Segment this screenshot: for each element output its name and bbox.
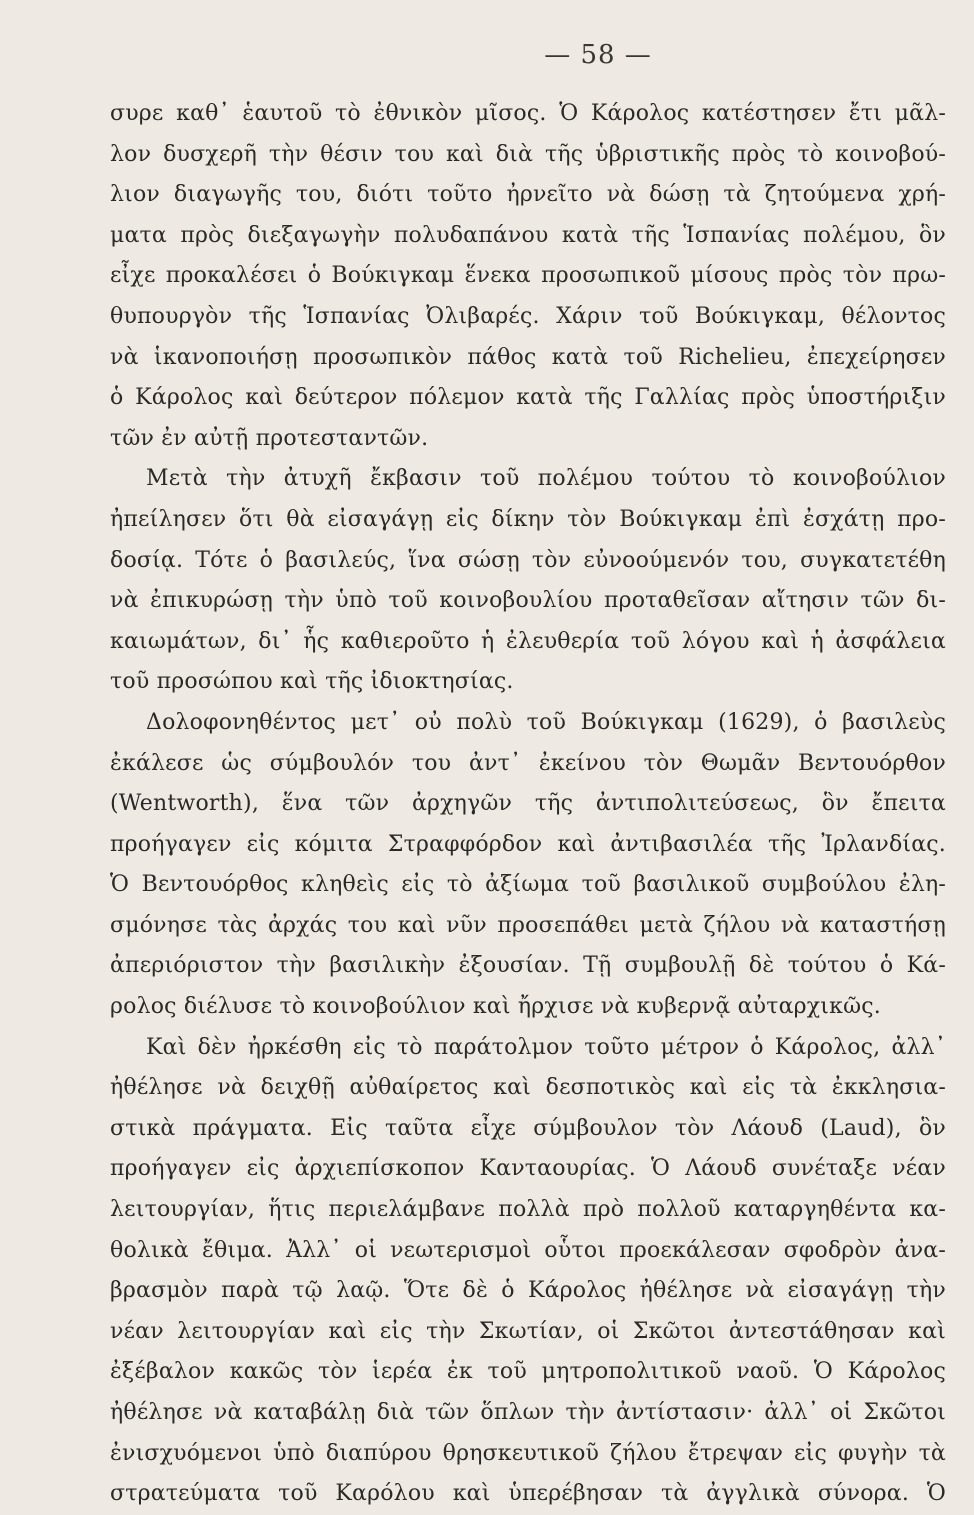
text-line: ἐκάλεσε ὡς σύμβουλόν του ἀντ᾽ ἐκείνου τὸν Θωμᾶν Βεντουόρθον [110, 750, 946, 776]
text-line: λειτουργίαν, ἥτις περιελάμβανε πολλὰ πρὸ πολλοῦ καταργηθέντα κα- [110, 1197, 946, 1223]
text-line: λιον διαγωγῆς του, διότι τοῦτο ἠρνεῖτο νὰ δώσῃ τὰ ζητούμενα χρή- [110, 182, 946, 208]
text-line: ἠθέλησε νὰ δειχθῇ αὐθαίρετος καὶ δεσποτικὸς καὶ εἰς τὰ ἐκκλησια- [110, 1075, 946, 1101]
text-line: Δολοφονηθέντος μετ᾽ οὐ πολὺ τοῦ Βούκιγκαμ (1629), ὁ βασιλεὺς [146, 709, 946, 735]
text-line: (Wentworth), ἕνα τῶν ἀρχηγῶν τῆς ἀντιπολιτεύσεως, ὃν ἔπειτα [110, 791, 946, 817]
text-line: θυπουργὸν τῆς Ἱσπανίας Ὀλιβαρές. Χάριν τοῦ Βούκιγκαμ, θέλοντος [110, 303, 946, 329]
text-line: ἐξέβαλον κακῶς τὸν ἱερέα ἐκ τοῦ μητροπολιτικοῦ ναοῦ. Ὁ Κάρολος [110, 1359, 946, 1385]
text-line: ματα πρὸς διεξαγωγὴν πολυδαπάνου κατὰ τῆς Ἱσπανίας πολέμου, ὃν [110, 222, 946, 248]
text-line: σμόνησε τὰς ἀρχάς του καὶ νῦν προσεπάθει μετὰ ζήλου νὰ καταστήσῃ [110, 912, 946, 938]
text-line: στρατεύματα τοῦ Καρόλου καὶ ὑπερέβησαν τὰ ἀγγλικὰ σύνορα. Ὁ [110, 1481, 946, 1507]
text-line: θολικὰ ἔθιμα. Ἀλλ᾽ οἱ νεωτερισμοὶ οὗτοι προεκάλεσαν σφοδρὸν ἀνα- [110, 1237, 946, 1263]
text-line: Μετὰ τὴν ἀτυχῆ ἔκβασιν τοῦ πολέμου τούτου τὸ κοινοβούλιον [146, 466, 946, 492]
text-line: βρασμὸν παρὰ τῷ λαῷ. Ὅτε δὲ ὁ Κάρολος ἠθέλησε νὰ εἰσαγάγῃ τὴν [110, 1278, 946, 1304]
text-line: ἐνισχυόμενοι ὑπὸ διαπύρου θρησκευτικοῦ ζήλου ἔτρεψαν εἰς φυγὴν τὰ [110, 1440, 946, 1466]
text-line: νὰ ἐπικυρώσῃ τὴν ὑπὸ τοῦ κοινοβουλίου προταθεῖσαν αἴτησιν τῶν δι- [110, 588, 946, 614]
text-line: ἠπείλησεν ὅτι θὰ εἰσαγάγῃ εἰς δίκην τὸν Βούκιγκαμ ἐπὶ ἐσχάτῃ προ- [110, 506, 946, 532]
text-line: προήγαγεν εἰς ἀρχιεπίσκοπον Κανταουρίας. Ὁ Λάουδ συνέταξε νέαν [110, 1156, 946, 1182]
text-line: νέαν λειτουργίαν καὶ εἰς τὴν Σκωτίαν, οἱ Σκῶτοι ἀντεστάθησαν καὶ [110, 1318, 946, 1344]
text-line: ἀπεριόριστον τὴν βασιλικὴν ἐξουσίαν. Τῇ συμβουλῇ δὲ τούτου ὁ Κά- [110, 953, 946, 979]
text-line: νὰ ἱκανοποιήσῃ προσωπικὸν πάθος κατὰ τοῦ Richelieu, ἐπεχείρησεν [110, 344, 946, 370]
text-line: λον δυσχερῆ τὴν θέσιν του καὶ διὰ τῆς ὑβριστικῆς πρὸς τὸ κοινοβού- [110, 141, 946, 167]
text-line: τῶν ἐν αὐτῇ προτεσταντῶν. [110, 425, 429, 451]
text-line: Καὶ δὲν ἠρκέσθη εἰς τὸ παράτολμον τοῦτο μέτρον ὁ Κάρολος, ἀλλ᾽ [146, 1034, 946, 1060]
page-number: — 58 — [544, 40, 652, 70]
text-line: Ὁ Βεντουόρθος κληθεὶς εἰς τὸ ἀξίωμα τοῦ βασιλικοῦ συμβούλου ἐλη- [110, 872, 946, 898]
text-line: τοῦ προσώπου καὶ τῆς ἰδιοκτησίας. [110, 669, 514, 695]
text-line: ὁ Κάρολος καὶ δεύτερον πόλεμον κατὰ τῆς Γαλλίας πρὸς ὑποστήριξιν [110, 385, 946, 411]
text-line: εἶχε προκαλέσει ὁ Βούκιγκαμ ἕνεκα προσωπικοῦ μίσους πρὸς τὸν πρω- [110, 263, 946, 289]
text-line: καιωμάτων, δι᾽ ἧς καθιεροῦτο ἡ ἐλευθερία τοῦ λόγου καὶ ἡ ἀσφάλεια [110, 628, 946, 654]
body-text [110, 94, 946, 1515]
text-line: δοσίᾳ. Τότε ὁ βασιλεύς, ἵνα σώσῃ τὸν εὐνοούμενόν του, συγκατετέθη [110, 547, 946, 573]
text-line: προήγαγεν εἰς κόμιτα Στραφφόρδον καὶ ἀντιβασιλέα τῆς Ἰρλανδίας. [110, 831, 946, 857]
text-line: ρολος διέλυσε τὸ κοινοβούλιον καὶ ἤρχισε νὰ κυβερνᾷ αὐταρχικῶς. [110, 994, 881, 1020]
text-line: συρε καθ᾽ ἑαυτοῦ τὸ ἐθνικὸν μῖσος. Ὁ Κάρολος κατέστησεν ἔτι μᾶλ- [110, 101, 946, 126]
text-line: στικὰ πράγματα. Εἰς ταῦτα εἶχε σύμβουλον τὸν Λάουδ (Laud), ὃν [110, 1115, 946, 1141]
text-line: ἠθέλησε νὰ καταβάλῃ διὰ τῶν ὅπλων τὴν ἀντίστασιν· ἀλλ᾽ οἱ Σκῶτοι [110, 1400, 946, 1425]
